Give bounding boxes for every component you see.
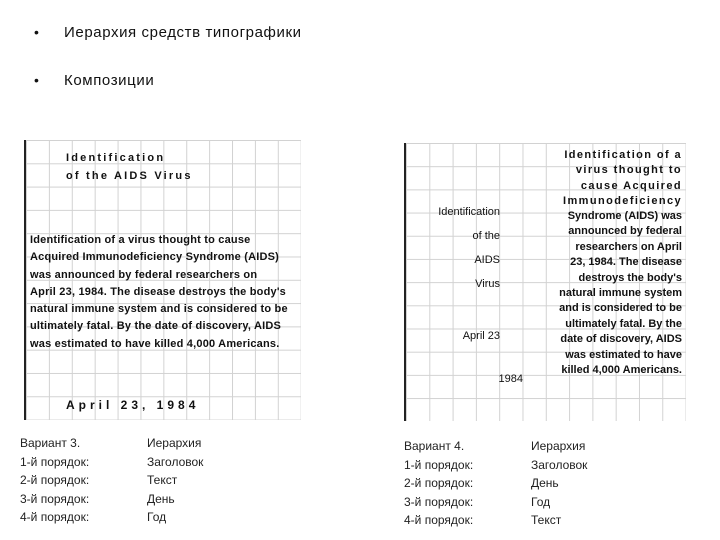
variant-label: Вариант 4. — [404, 439, 465, 453]
right-year: 1984 — [498, 373, 523, 385]
variant-label: 3-й порядок: — [404, 494, 474, 509]
variant-value: Текст — [531, 513, 562, 527]
variant-label: 3-й порядок: — [20, 491, 90, 506]
bullet-item — [34, 21, 302, 43]
variant-label: 4-й порядок: — [404, 513, 474, 527]
variant-value: Заголовок — [147, 454, 204, 469]
composition-grid-left — [24, 140, 301, 420]
variant-value: Текст — [147, 473, 178, 487]
bullet-text: Композиции — [64, 71, 155, 89]
right-head-word: AIDS — [474, 254, 500, 266]
right-head-word: Virus — [475, 278, 500, 290]
bullet-item — [34, 69, 154, 91]
variant-value: Год — [147, 510, 167, 524]
variant-label: 1-й порядок: — [20, 454, 90, 469]
variant4-values — [531, 437, 587, 530]
variant-value: Иерархия — [147, 436, 202, 450]
left-title-line-2: of the AIDS Virus — [66, 170, 193, 182]
composition-grid-right — [404, 143, 686, 421]
variant-value: Заголовок — [531, 457, 588, 472]
bullet-dot-icon: • — [34, 72, 39, 88]
variant3-values — [147, 434, 203, 527]
right-body-text: Syndrome (AIDS) was announced by federal researchers on April 23, 1984. The disease destroys the body's natural immune system and is considered to be ultimately fatal. By the date of discovery, AIDS was estimated to have killed 4,000 Americans. — [559, 210, 682, 377]
variant-value: Год — [531, 494, 551, 509]
variant3-labels — [20, 434, 89, 527]
left-title-line-1: Identification — [66, 152, 166, 164]
variant-label: 1-й порядок: — [404, 457, 474, 472]
variant-value: День — [147, 491, 175, 506]
right-head-word: of the — [472, 230, 500, 242]
variant-label: 2-й порядок: — [404, 476, 474, 490]
left-date: April 23, 1984 — [66, 398, 200, 412]
right-head-word: Identification — [438, 206, 500, 218]
variant-label: Вариант 3. — [20, 436, 81, 450]
bullet-text: Иерархия средств типографики — [64, 23, 302, 41]
right-title-text: Identification of a virus thought to cause Acquired Immunodeficiency — [563, 149, 682, 208]
variant4-labels — [404, 437, 473, 530]
variant-label: 2-й порядок: — [20, 473, 90, 487]
bullet-dot-icon: • — [34, 24, 39, 40]
variant-value: День — [531, 476, 559, 490]
right-day: April 23 — [462, 330, 500, 342]
variant-label: 4-й порядок: — [20, 510, 90, 524]
left-body-text: Identification of a virus thought to cause Acquired Immunodeficiency Syndrome (AIDS) was announced by federal researchers on April 23, 1984. The disease destroys the body's natural immune system and is considered to be ultimately fatal. By the date of discovery, AIDS was estimated to have killed 4,000 Americans. — [30, 234, 288, 350]
variant-value: Иерархия — [531, 439, 586, 453]
